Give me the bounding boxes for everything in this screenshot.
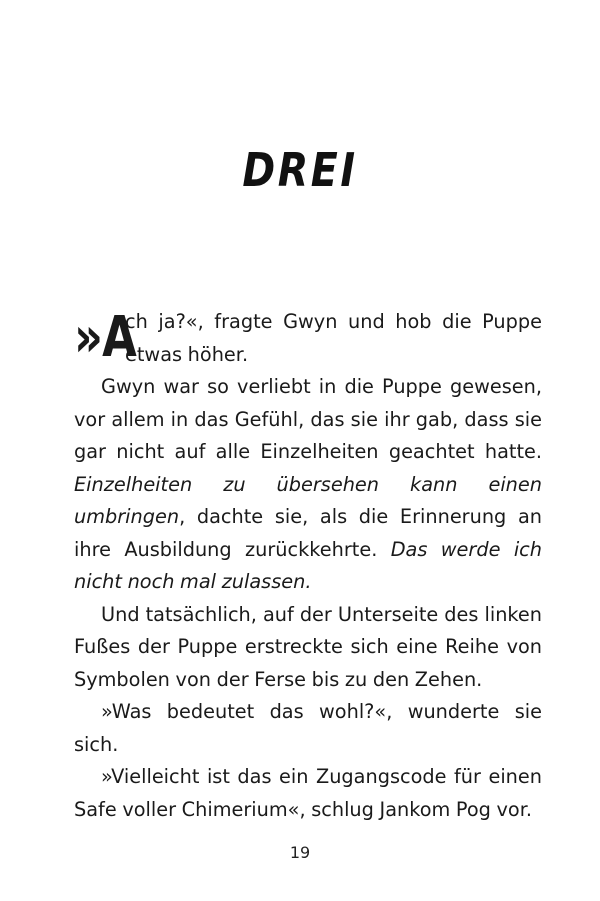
paragraph-5: »Vielleicht ist das ein Zugangscode für einen Safe voller Chimerium«, schlug Jankom Pog vor.	[74, 765, 542, 821]
paragraph-4: »Was bedeutet das wohl?«, wunderte sie sich.	[74, 700, 542, 756]
paragraph-2-text-b: , dachte sie, als die Erinnerung an ihre Ausbildung zurückkehrte.	[74, 505, 542, 561]
paragraph-3: Und tatsächlich, auf der Unterseite des linken Fußes der Puppe erstreckte sich eine Reihe von Symbolen von der Ferse bis zu den Zehen.	[74, 602, 542, 691]
paragraph-1	[74, 306, 542, 371]
paragraph-1-text: ch ja?«, fragte Gwyn und hob die Puppe etwas höher.	[125, 310, 542, 366]
paragraph-2-text-a: Gwyn war so verliebt in die Puppe gewesen, vor allem in das Gefühl, das sie ihr gab, dass sie gar nicht auf alle Einzelheiten geachtet hatte.	[74, 375, 542, 463]
drop-cap: »A	[74, 305, 137, 370]
paragraph-2	[74, 371, 542, 599]
paragraph-2-italic-a: Einzelheiten zu übersehen kann einen umbringen	[74, 472, 542, 528]
body-text	[74, 306, 542, 826]
chapter-title: DREI	[242, 143, 358, 197]
page-number: 19	[289, 843, 311, 862]
paragraph-2-italic-b: Das werde ich nicht noch mal zulassen.	[74, 537, 543, 593]
